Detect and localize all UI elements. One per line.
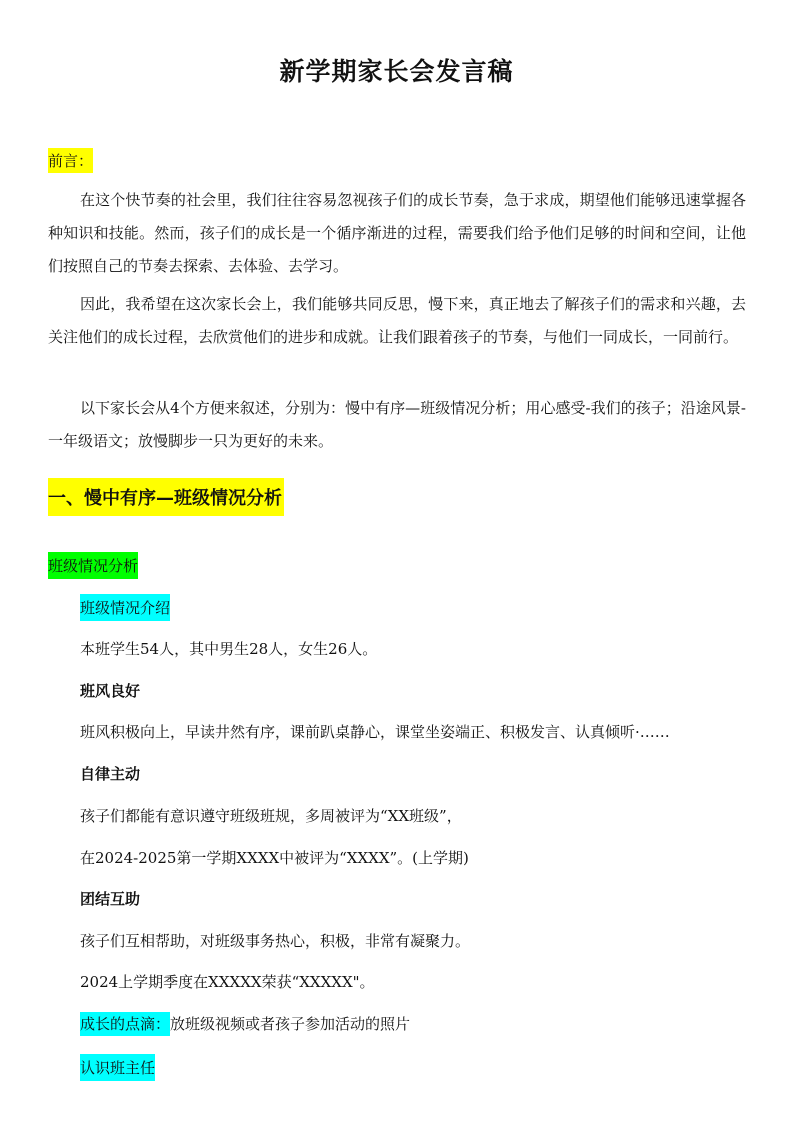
teacher-label: 认识班主任	[80, 1054, 155, 1081]
unity-heading: 团结互助	[80, 890, 141, 908]
self-discipline-heading: 自律主动	[80, 765, 141, 783]
class-style-text: 班风积极向上，早读井然有序，课前趴桌静心，课堂坐姿端正、积极发言、认真倾听·……	[80, 723, 670, 741]
class-style-heading: 班风良好	[80, 682, 141, 700]
growth-line	[80, 1013, 410, 1034]
preface-label: 前言：	[48, 148, 93, 173]
preface-paragraph-1: 在这个快节奏的社会里，我们往往容易忽视孩子们的成长节奏，急于求成，期望他们能够迅速掌握各种知识和技能。然而，孩子们的成长是一个循序渐进的过程，需要我们给予他们足够的时间和空间，让他们按照自己的节奏去探索、去体验、去学习。	[48, 191, 746, 275]
self-discipline-text-1: 孩子们都能有意识遵守班级班规，多周被评为“XX班级”，	[80, 807, 462, 825]
preface-paragraph-3: 以下家长会从4个方便来叙述，分别为：慢中有序—班级情况分析；用心感受-我们的孩子；沿途风景-一年级语文；放慢脚步一只为更好的未来。	[48, 399, 746, 450]
self-discipline-text-2: 在2024-2025第一学期XXXX中被评为“XXXX”。(上学期)	[80, 849, 469, 867]
growth-label: 成长的点滴：	[80, 1012, 170, 1036]
unity-text-2: 2024上学期季度在XXXXX荣获“XXXXX"。	[80, 973, 375, 991]
section-heading: 一、慢中有序—班级情况分析	[48, 478, 284, 516]
student-count-text: 本班学生54人，其中男生28人，女生26人。	[80, 640, 378, 658]
subsection-label: 班级情况分析	[48, 552, 138, 579]
class-intro-label: 班级情况介绍	[80, 594, 170, 621]
growth-text: 放班级视频或者孩子参加活动的照片	[170, 1015, 411, 1033]
unity-text-1: 孩子们互相帮助，对班级事务热心，积极，非常有凝聚力。	[80, 932, 471, 950]
preface-paragraph-2: 因此，我希望在这次家长会上，我们能够共同反思，慢下来，真正地去了解孩子们的需求和兴趣，去关注他们的成长过程，去欣赏他们的进步和成就。让我们跟着孩子的节奏，与他们一同成长，一同前行。	[48, 295, 746, 346]
document-title: 新学期家长会发言稿	[279, 57, 514, 86]
